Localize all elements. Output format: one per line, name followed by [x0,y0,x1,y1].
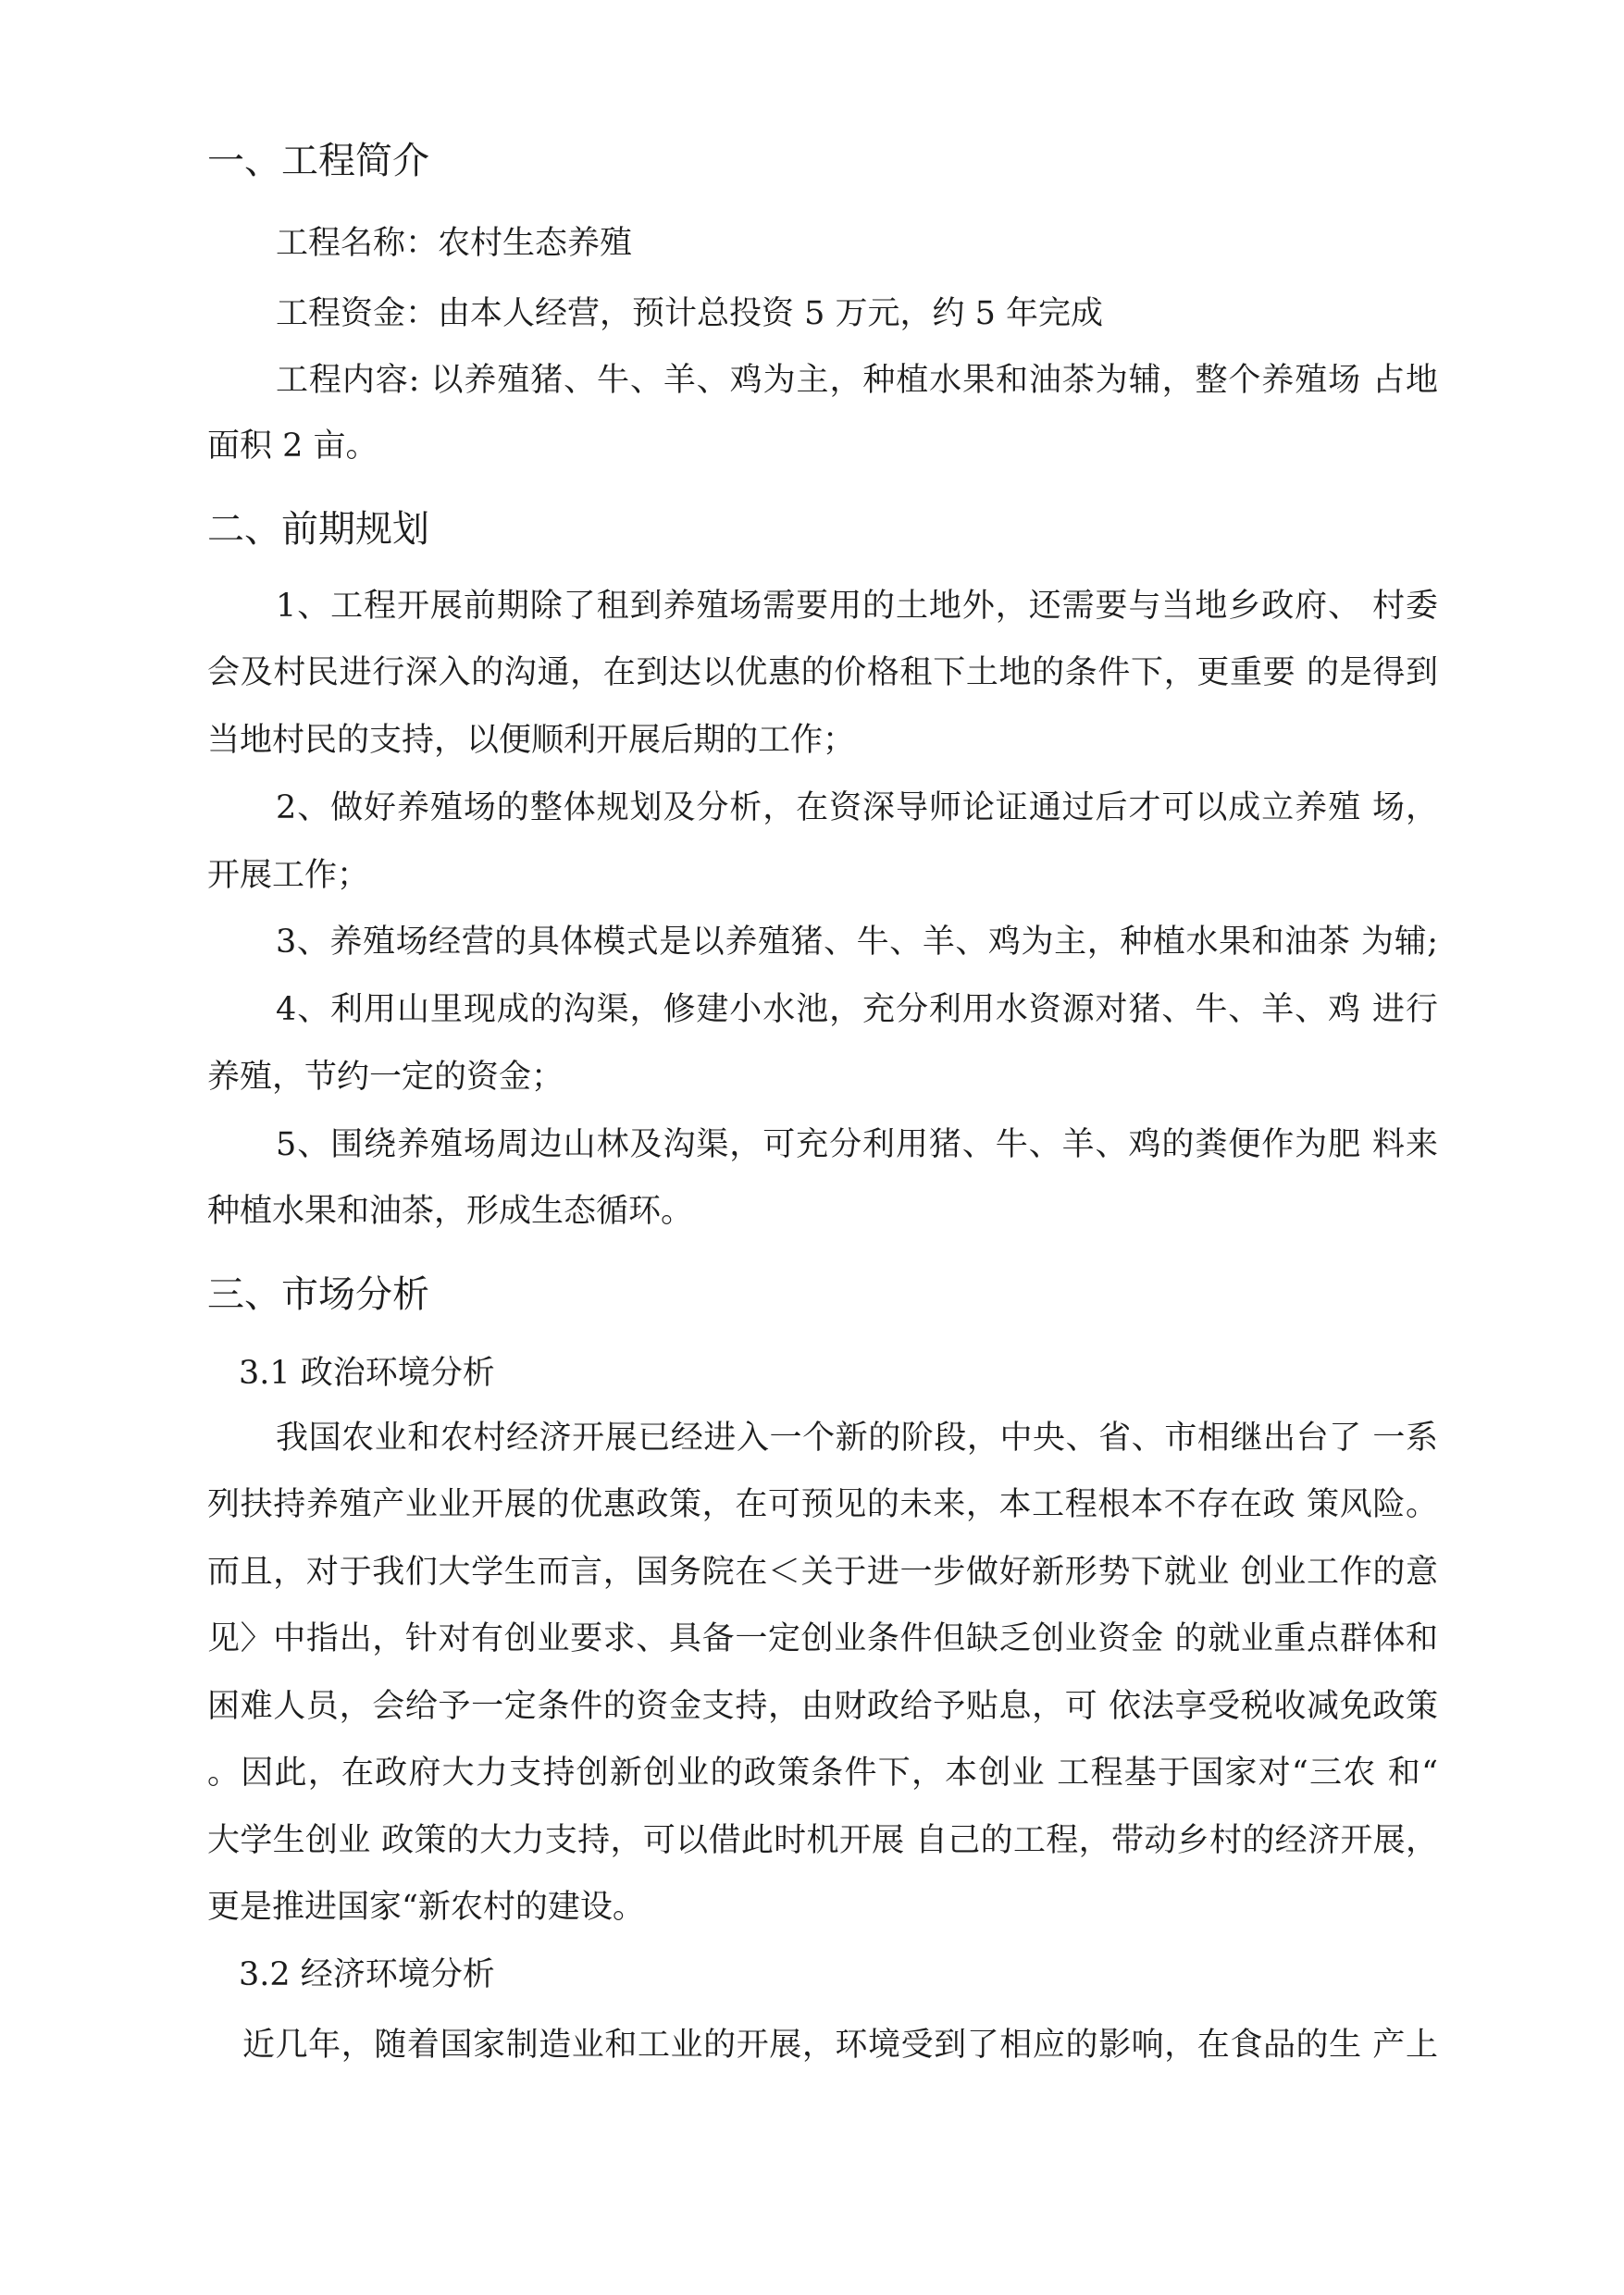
planning-item-2-line-1: 2、做好养殖场的整体规划及分析，在资深导师论证通过后才可以成立养殖 场， [276,789,1438,826]
political-para-line-3: 而且，对于我们大学生而言，国务院在＜关于进一步做好新形势下就业 创业工作的意 [207,1554,1438,1591]
planning-item-2-line-2: 开展工作； [207,857,370,894]
planning-item-1-line-3: 当地村民的支持，以便顺利开展后期的工作； [207,722,856,759]
subheading-economic: 3.2 经济环境分析 [239,1956,495,1993]
section-heading-market: 三、市场分析 [207,1273,429,1316]
planning-item-4-line-1: 4、利用山里现成的沟渠，修建小水池，充分利用水资源对猪、牛、羊、鸡 进行 [276,991,1438,1028]
planning-item-5-line-2: 种植水果和油茶，形成生态循环。 [207,1193,694,1230]
project-content-line-1: 工程内容: 以养殖猪、牛、羊、鸡为主，种植水果和油茶为辅，整个养殖场 占地 [276,362,1438,399]
project-content-line-2: 面积 2 亩。 [207,428,378,465]
project-name-line: 工程名称：农村生态养殖 [276,225,633,262]
political-para-line-6: 。因此，在政府大力支持创新创业的政策条件下，本创业 工程基于国家对“三农 和“ [207,1755,1438,1792]
economic-para-line-1: 近几年，随着国家制造业和工业的开展，环境受到了相应的影响，在食品的生 产上 [242,2027,1438,2064]
political-para-line-1: 我国农业和农村经济开展已经进入一个新的阶段，中央、省、市相继出台了 一系 [276,1420,1438,1457]
section-heading-planning: 二、前期规划 [207,508,429,551]
planning-item-1-line-2: 会及村民进行深入的沟通，在到达以优惠的价格租下土地的条件下，更重要 的是得到 [207,654,1438,691]
political-para-line-2: 列扶持养殖产业业开展的优惠政策，在可预见的未来，本工程根本不存在政 策风险。 [207,1486,1438,1523]
subheading-political: 3.1 政治环境分析 [239,1355,495,1392]
political-para-line-7: 大学生创业 政策的大力支持，可以借此时机开展 自己的工程，带动乡村的经济开展， [207,1822,1438,1859]
political-para-line-5: 困难人员，会给予一定条件的资金支持，由财政给予贴息，可 依法享受税收减免政策 [207,1688,1438,1725]
political-para-line-8: 更是推进国家“新农村的建设。 [207,1889,645,1926]
planning-item-1-line-1: 1、工程开展前期除了租到养殖场需要用的土地外，还需要与当地乡政府、 村委 [276,588,1438,625]
planning-item-5-line-1: 5、围绕养殖场周边山林及沟渠，可充分利用猪、牛、羊、鸡的粪便作为肥 料来 [276,1126,1438,1163]
section-heading-intro: 一、工程简介 [207,140,429,182]
project-fund-line: 工程资金：由本人经营，预计总投资 5 万元，约 5 年完成 [276,295,1104,332]
planning-item-4-line-2: 养殖，节约一定的资金； [207,1059,564,1096]
political-para-line-4: 见〉中指出，针对有创业要求、具备一定创业条件但缺乏创业资金 的就业重点群体和 [207,1620,1438,1657]
planning-item-3-line-1: 3、养殖场经营的具体模式是以养殖猪、牛、羊、鸡为主，种植水果和油茶 为辅; [276,924,1438,961]
